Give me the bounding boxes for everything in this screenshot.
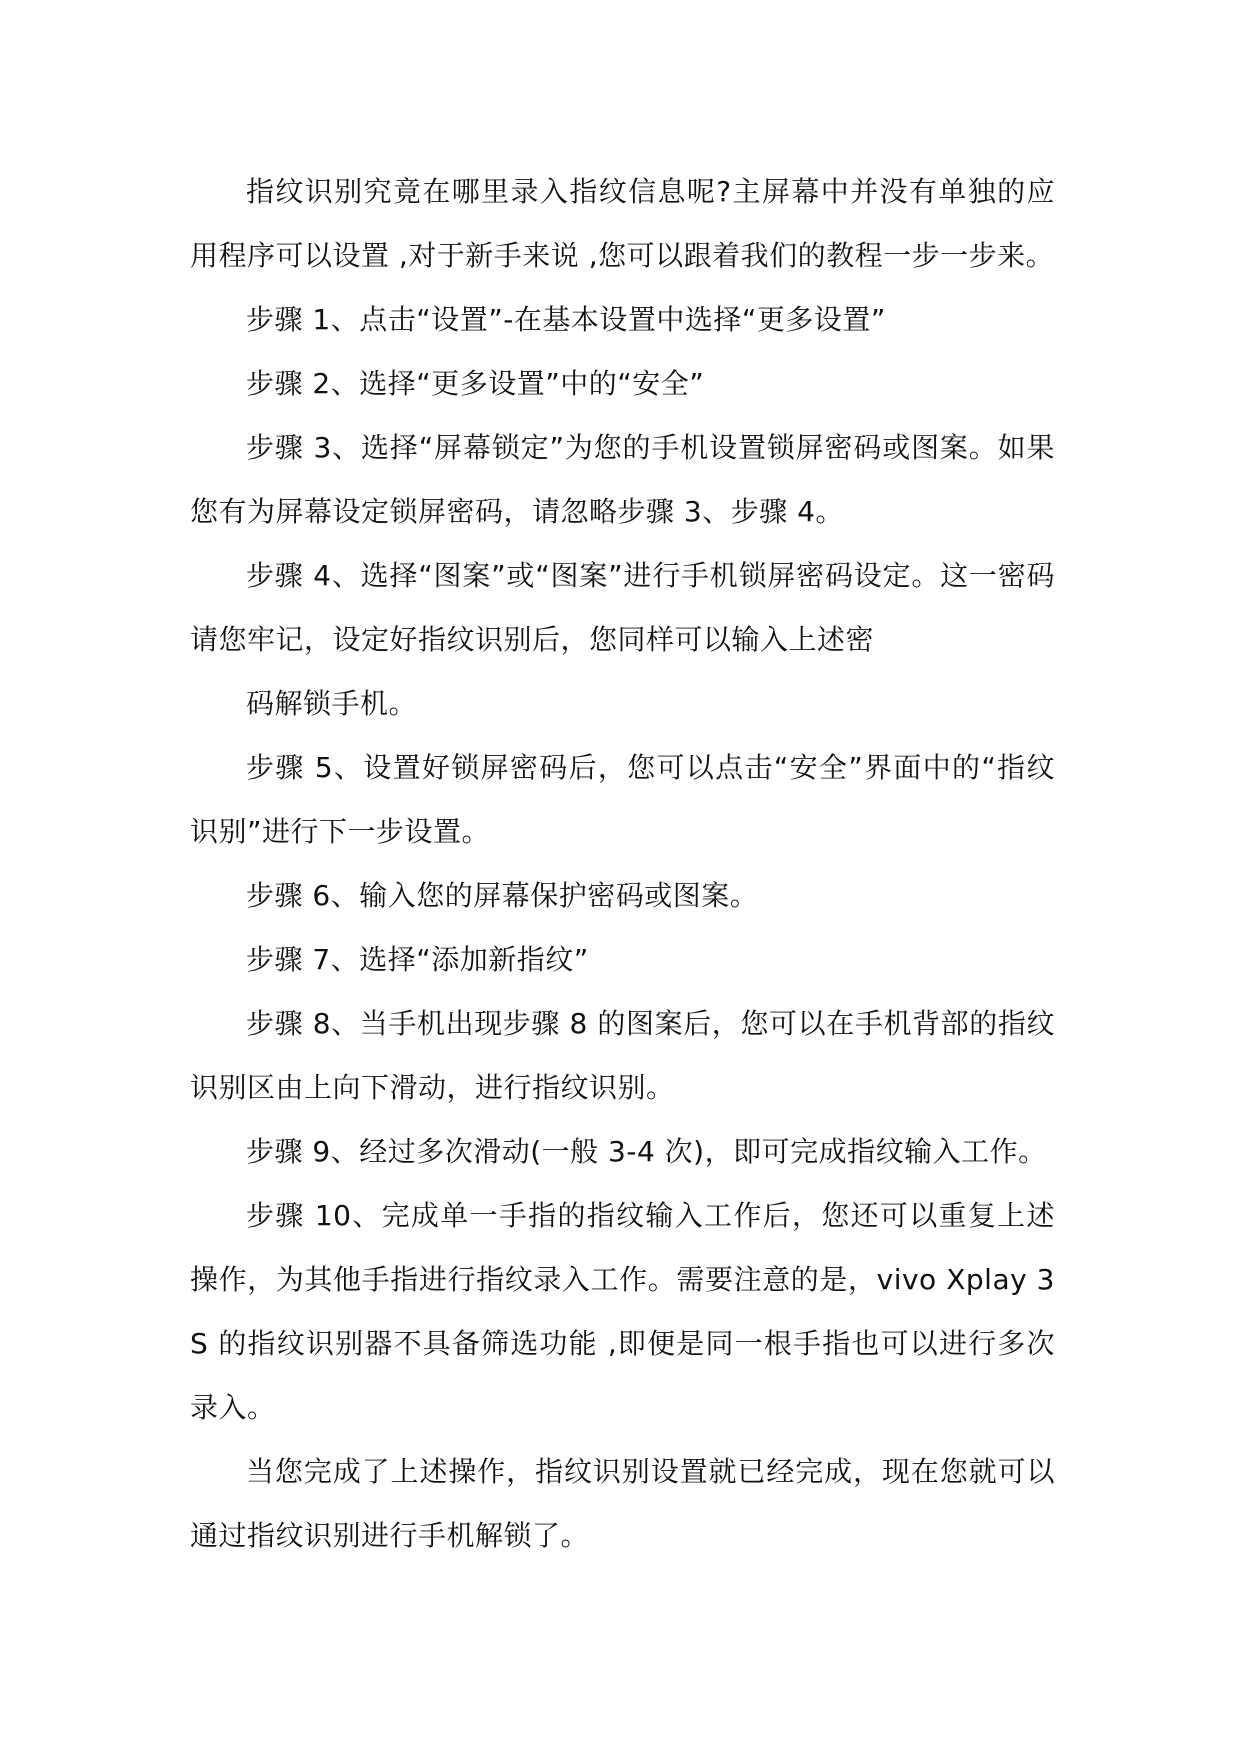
step-4-paragraph: 步骤 4、选择“图案”或“图案”进行手机锁屏密码设定。这一密码请您牢记，设定好指纹识别后，您同样可以输入上述密	[190, 559, 1055, 656]
step-5-paragraph: 步骤 5、设置好锁屏密码后，您可以点击“安全”界面中的“指纹识别”进行下一步设置。	[190, 751, 1055, 848]
step-2-paragraph: 步骤 2、选择“更多设置”中的“安全”	[246, 367, 705, 400]
step-6-paragraph: 步骤 6、输入您的屏幕保护密码或图案。	[246, 879, 759, 912]
step-8-paragraph: 步骤 8、当手机出现步骤 8 的图案后，您可以在手机背部的指纹识别区由上向下滑动，进行指纹识别。	[190, 1007, 1055, 1104]
step-1-paragraph: 步骤 1、点击“设置”-在基本设置中选择“更多设置”	[246, 303, 886, 336]
step-7-paragraph: 步骤 7、选择“添加新指纹”	[246, 943, 589, 976]
conclusion-paragraph: 当您完成了上述操作，指纹识别设置就已经完成，现在您就可以通过指纹识别进行手机解锁了。	[190, 1455, 1055, 1552]
step-3-paragraph: 步骤 3、选择“屏幕锁定”为您的手机设置锁屏密码或图案。如果您有为屏幕设定锁屏密码，请忽略步骤 3、步骤 4。	[190, 431, 1055, 528]
intro-paragraph: 指纹识别究竟在哪里录入指纹信息呢?主屏幕中并没有单独的应用程序可以设置 ,对于新手来说 ,您可以跟着我们的教程一步一步来。	[190, 175, 1055, 272]
step-4-continuation: 码解锁手机。	[246, 687, 418, 720]
step-10-paragraph: 步骤 10、完成单一手指的指纹输入工作后，您还可以重复上述操作，为其他手指进行指纹录入工作。需要注意的是，vivo Xplay 3S 的指纹识别器不具备筛选功能 ,即便是同一根手指也可以进行多次录入。	[190, 1199, 1055, 1424]
document-body	[190, 160, 1055, 1568]
step-9-paragraph: 步骤 9、经过多次滑动(一般 3-4 次)，即可完成指纹输入工作。	[246, 1135, 1047, 1168]
